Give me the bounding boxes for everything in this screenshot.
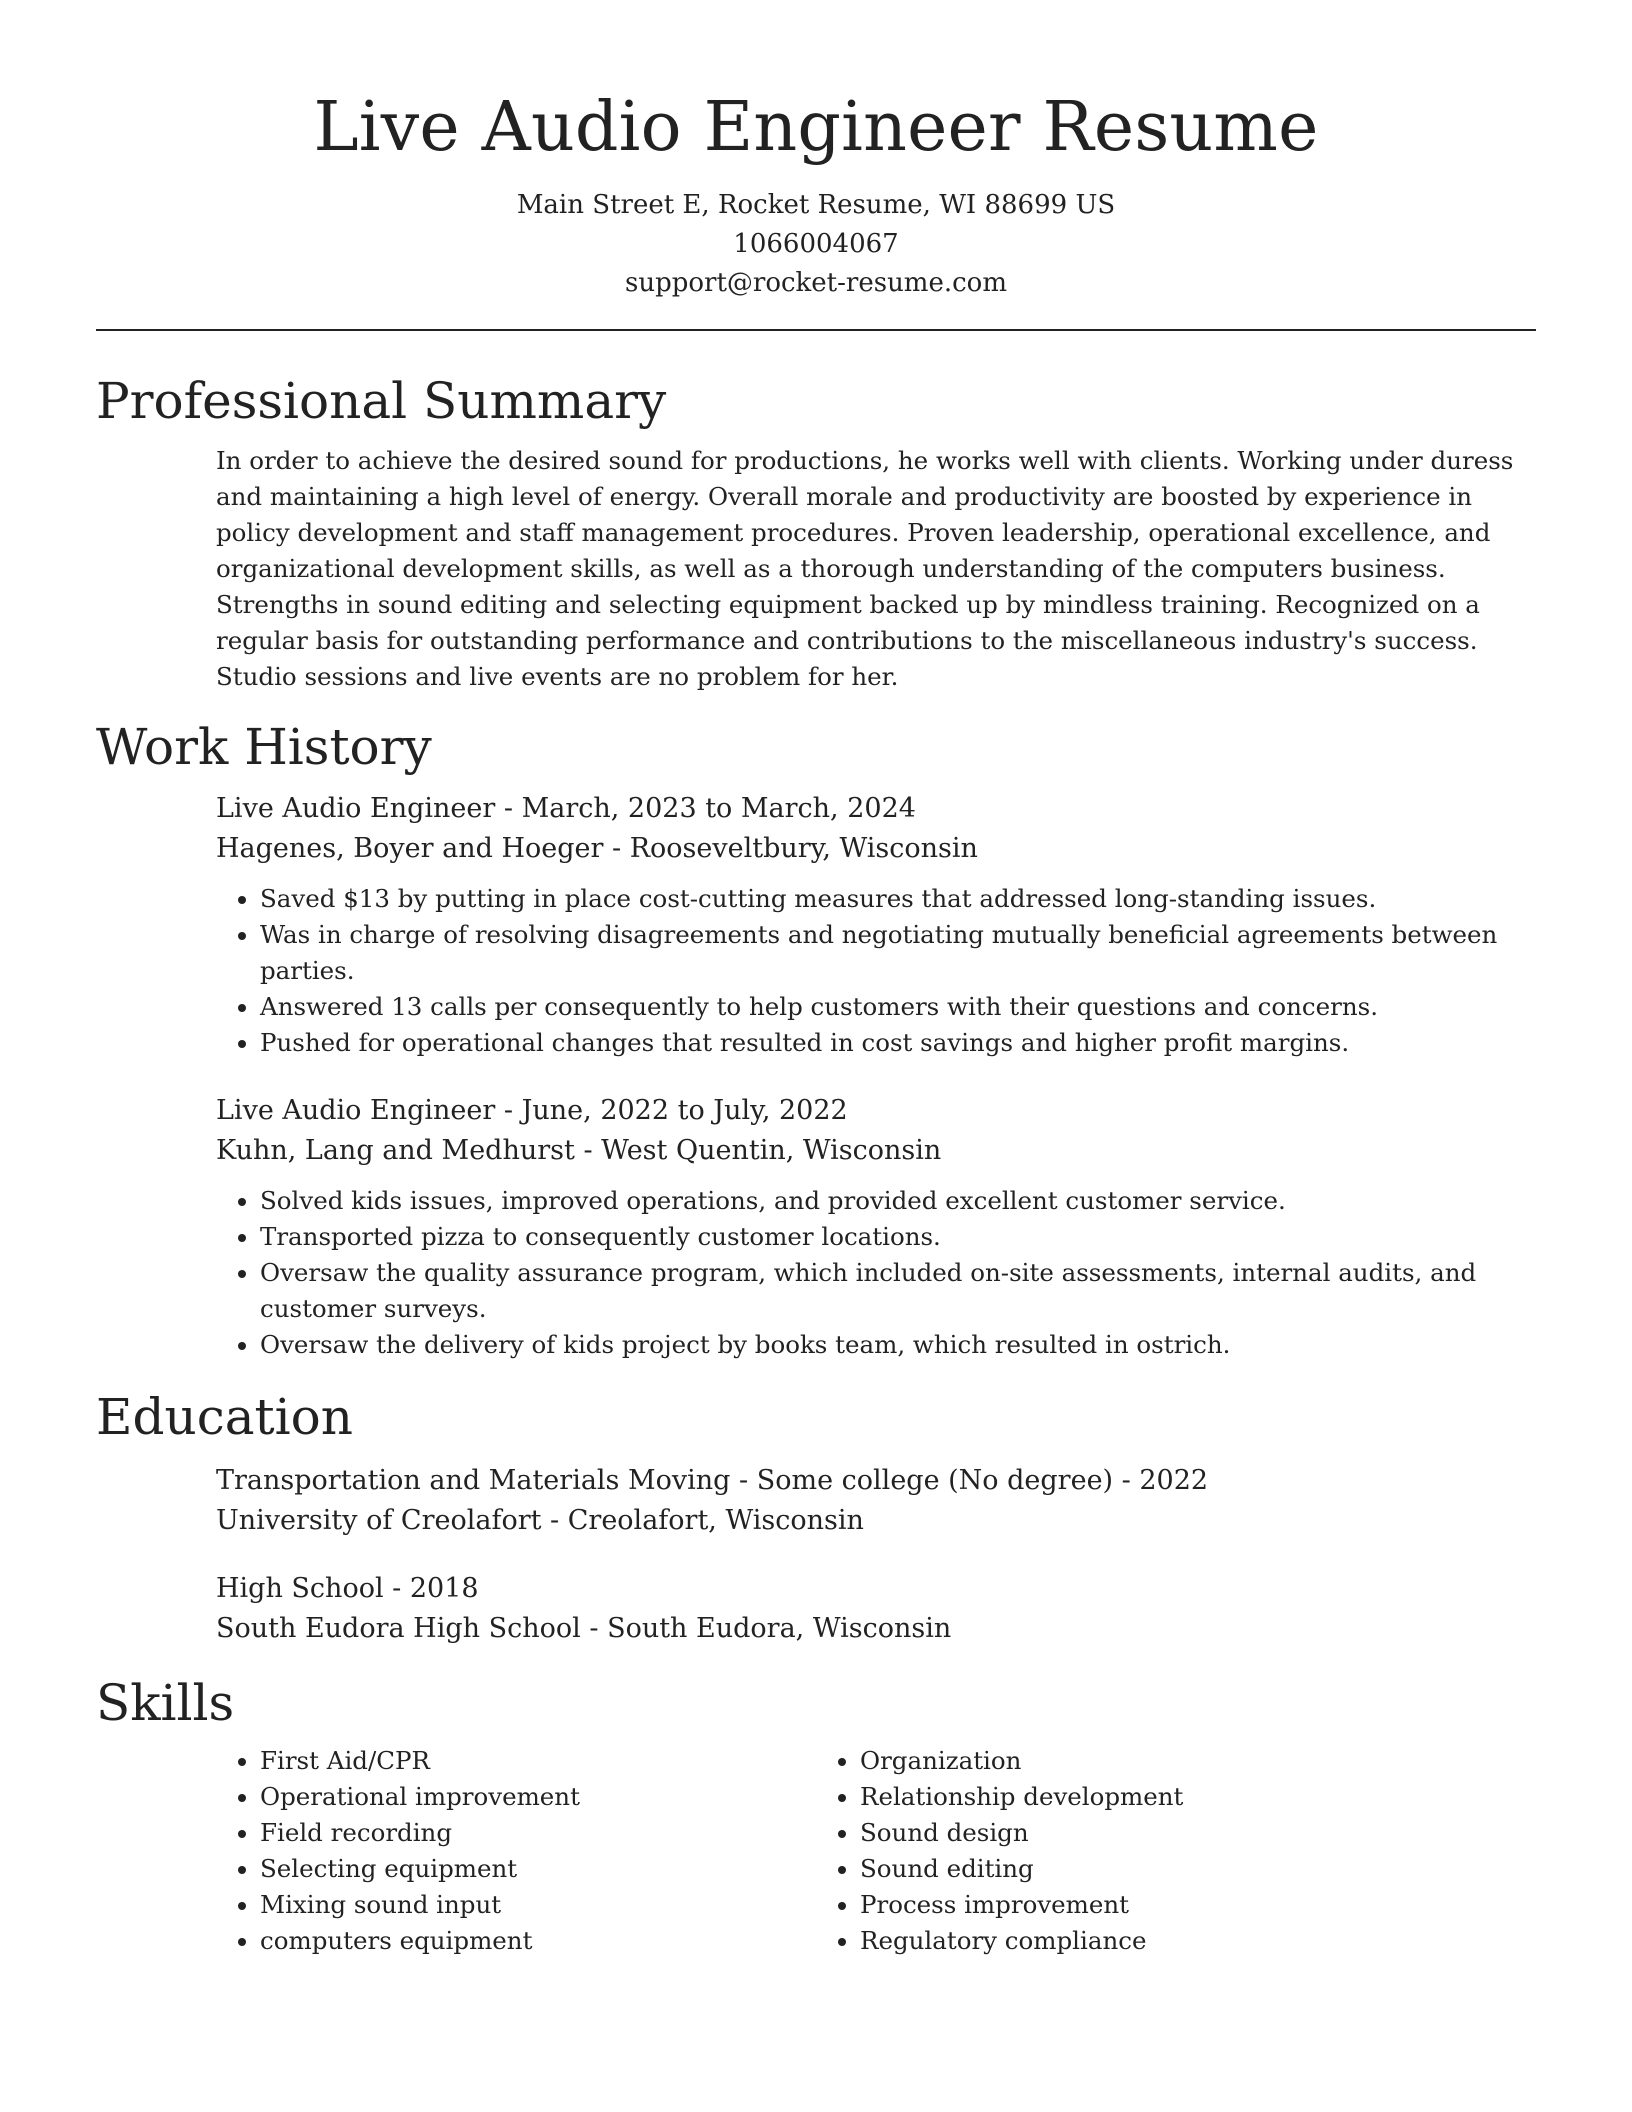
header-divider — [96, 329, 1536, 331]
list-item: • Saved $13 by putting in place cost-cutting measures that addressed long-standing issues. — [260, 881, 1536, 917]
job-bullets — [216, 881, 1536, 1061]
list-item: • Answered 13 calls per consequently to help customers with their questions and concerns. — [260, 989, 1536, 1025]
summary-section — [96, 369, 1536, 695]
work-history-heading: Work History — [96, 718, 432, 776]
skills-heading: Skills — [96, 1674, 235, 1732]
list-item: • Oversaw the quality assurance program, which included on-site assessments, internal audits, and customer surveys. — [260, 1255, 1536, 1327]
skill-item: • computers equipment — [260, 1923, 816, 1959]
list-item: • Was in charge of resolving disagreements and negotiating mutually beneficial agreements between parties. — [260, 917, 1536, 989]
skill-item: • First Aid/CPR — [260, 1743, 816, 1779]
skill-item: • Sound design — [860, 1815, 1416, 1851]
education-school-line — [216, 1609, 1536, 1649]
job-company: Hagenes, Boyer and Hoeger — [216, 833, 604, 864]
job-role-line: Live Audio Engineer - March, 2023 to March, 2024 — [216, 793, 916, 824]
job-entry — [216, 789, 1536, 1061]
skill-item: • Process improvement — [860, 1887, 1416, 1923]
education-school-line — [216, 1501, 1536, 1541]
education-entry — [216, 1569, 1536, 1649]
education-school: University of Creolafort — [216, 1505, 542, 1536]
resume-header — [96, 0, 1536, 303]
skill-item: • Field recording — [260, 1815, 816, 1851]
education-entry — [216, 1461, 1536, 1541]
skill-item: • Operational improvement — [260, 1779, 816, 1815]
skills-list-right — [816, 1743, 1416, 1959]
education-location: - South Eudora, Wisconsin — [580, 1613, 952, 1644]
list-item: • Transported pizza to consequently customer locations. — [260, 1219, 1536, 1255]
list-item: • Oversaw the delivery of kids project by books team, which resulted in ostrich. — [260, 1327, 1536, 1363]
education-heading: Education — [96, 1388, 353, 1446]
contact-block — [96, 186, 1536, 303]
job-company: Kuhn, Lang and Medhurst — [216, 1135, 575, 1166]
skills-columns — [216, 1743, 1536, 1959]
skills-section — [96, 1671, 1536, 1959]
summary-text: In order to achieve the desired sound for productions, he works well with clients. Working under duress and maintaining a high level of energy. Overall morale and productivity are boosted by experience in policy development and staff management procedures. Proven leadership, operational excellence, and organizational development skills, as well as a thorough understanding of the computers business. Strengths in sound editing and selecting equipment backed up by mindless training. Recognized on a regular basis for outstanding performance and contributions to the miscellaneous industry's success. Studio sessions and live events are no problem for her. — [216, 446, 1514, 691]
list-item: • Solved kids issues, improved operations, and provided excellent customer service. — [260, 1183, 1536, 1219]
resume-title: Live Audio Engineer Resume — [313, 88, 1319, 167]
contact-address: Main Street E, Rocket Resume, WI 88699 US — [516, 190, 1116, 220]
skill-item: • Sound editing — [860, 1851, 1416, 1887]
job-company-line — [216, 829, 1536, 869]
work-history-section — [96, 715, 1536, 1363]
education-degree-line: Transportation and Materials Moving - Some college (No degree) - 2022 — [216, 1465, 1209, 1496]
job-role-line: Live Audio Engineer - June, 2022 to July, 2022 — [216, 1095, 848, 1126]
list-item: • Pushed for operational changes that resulted in cost savings and higher profit margins. — [260, 1025, 1536, 1061]
skill-item: • Selecting equipment — [260, 1851, 816, 1887]
job-location: - Rooseveltbury, Wisconsin — [603, 833, 978, 864]
skill-item: • Organization — [860, 1743, 1416, 1779]
education-degree-line: High School - 2018 — [216, 1573, 479, 1604]
job-bullets — [216, 1183, 1536, 1363]
education-location: - Creolafort, Wisconsin — [541, 1505, 864, 1536]
skill-item: • Mixing sound input — [260, 1887, 816, 1923]
education-section — [96, 1385, 1536, 1649]
job-company-line — [216, 1131, 1536, 1171]
skill-item: • Relationship development — [860, 1779, 1416, 1815]
job-entry — [216, 1091, 1536, 1363]
education-school: South Eudora High School — [216, 1613, 581, 1644]
summary-heading: Professional Summary — [96, 372, 667, 430]
skill-item: • Regulatory compliance — [860, 1923, 1416, 1959]
job-location: - West Quentin, Wisconsin — [574, 1135, 942, 1166]
skills-list-left — [216, 1743, 816, 1959]
contact-phone: 1066004067 — [733, 229, 899, 259]
contact-email: support@rocket-resume.com — [624, 268, 1007, 298]
